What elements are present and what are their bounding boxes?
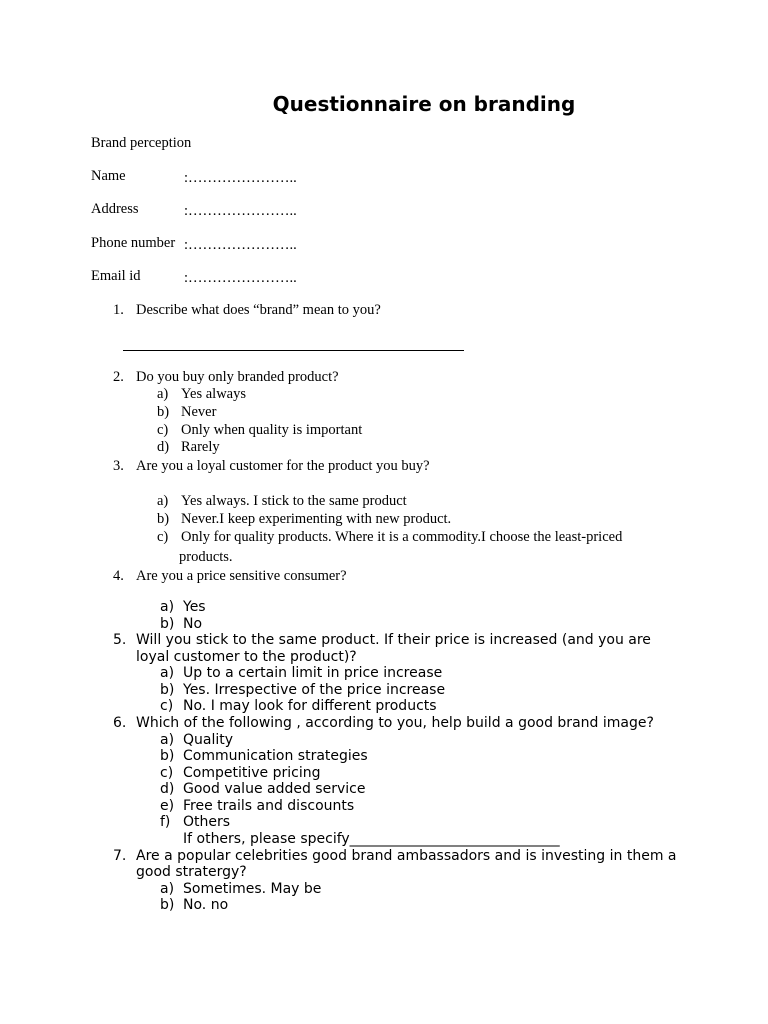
option-text[interactable]: Others [183, 814, 231, 830]
document-title: Questionnaire on branding [272, 92, 576, 116]
option-letter: c) [157, 422, 169, 438]
question-number: 6. [113, 715, 127, 731]
option-text[interactable]: Good value added service [183, 781, 366, 797]
question-number: 2. [113, 369, 124, 385]
option-text[interactable]: Only for quality products. Where it is a commodity.I choose the least-priced [181, 529, 623, 545]
option-text[interactable]: Sometimes. May be [183, 881, 322, 897]
option-letter: a) [157, 386, 169, 402]
field-blank-email[interactable]: :………………….. [184, 270, 297, 286]
option-text[interactable]: Free trails and discounts [183, 798, 355, 814]
question-7-text-line2: good stratergy? [136, 864, 247, 880]
option-letter: b) [160, 682, 175, 698]
question-number: 5. [113, 632, 127, 648]
question-6-text: Which of the following , according to you, help build a good brand image? [136, 715, 654, 731]
field-label-phone: Phone number [91, 235, 176, 251]
option-text[interactable]: Rarely [181, 439, 220, 455]
field-blank-name[interactable]: :………………….. [184, 170, 297, 186]
question-number: 7. [113, 848, 127, 864]
option-text[interactable]: Yes always [181, 386, 246, 402]
question-number: 1. [113, 302, 124, 318]
option-text[interactable]: Only when quality is important [181, 422, 363, 438]
option-letter: b) [160, 748, 175, 764]
question-number: 4. [113, 568, 124, 584]
option-text[interactable]: Yes always. I stick to the same product [181, 493, 407, 509]
option-letter: d) [157, 439, 170, 455]
field-blank-address[interactable]: :………………….. [184, 203, 297, 219]
question-3-text: Are you a loyal customer for the product you buy? [136, 458, 430, 474]
question-number: 3. [113, 458, 124, 474]
option-letter: c) [160, 698, 174, 714]
question-2-text: Do you buy only branded product? [136, 369, 339, 385]
section-heading: Brand perception [91, 135, 192, 151]
option-letter: f) [160, 814, 171, 830]
field-label-email: Email id [91, 268, 141, 284]
option-letter: c) [160, 765, 174, 781]
option-letter: a) [160, 881, 175, 897]
option-text[interactable]: Competitive pricing [183, 765, 321, 781]
option-text[interactable]: Communication strategies [183, 748, 368, 764]
question-7-text-line1: Are a popular celebrities good brand ambassadors and is investing in them a [136, 848, 677, 864]
option-text[interactable]: Yes. Irrespective of the price increase [183, 682, 446, 698]
specify-others-field[interactable]: If others, please specify______________________________ [183, 831, 560, 847]
option-text[interactable]: No [183, 616, 203, 632]
option-letter: c) [157, 529, 169, 545]
field-label-address: Address [91, 201, 139, 217]
option-letter: e) [160, 798, 175, 814]
option-letter: b) [157, 511, 170, 527]
option-letter: b) [157, 404, 170, 420]
option-letter: b) [160, 897, 175, 913]
option-text[interactable]: Yes [183, 599, 206, 615]
option-text-continuation: products. [179, 549, 233, 565]
option-text[interactable]: No. no [183, 897, 229, 913]
answer-line[interactable] [123, 350, 464, 351]
option-letter: a) [160, 665, 175, 681]
option-text[interactable]: Never [181, 404, 217, 420]
question-5-text-line2: loyal customer to the product)? [136, 649, 357, 665]
option-text[interactable]: No. I may look for different products [183, 698, 437, 714]
option-letter: a) [160, 599, 175, 615]
option-text[interactable]: Never.I keep experimenting with new product. [181, 511, 452, 527]
question-1-text: Describe what does “brand” mean to you? [136, 302, 381, 318]
field-label-name: Name [91, 168, 126, 184]
option-text[interactable]: Up to a certain limit in price increase [183, 665, 443, 681]
field-blank-phone[interactable]: :………………….. [184, 237, 297, 253]
question-4-text: Are you a price sensitive consumer? [136, 568, 347, 584]
option-letter: d) [160, 781, 175, 797]
option-letter: b) [160, 616, 175, 632]
option-text[interactable]: Quality [183, 732, 234, 748]
option-letter: a) [160, 732, 175, 748]
question-5-text-line1: Will you stick to the same product. If their price is increased (and you are [136, 632, 651, 648]
option-letter: a) [157, 493, 169, 509]
